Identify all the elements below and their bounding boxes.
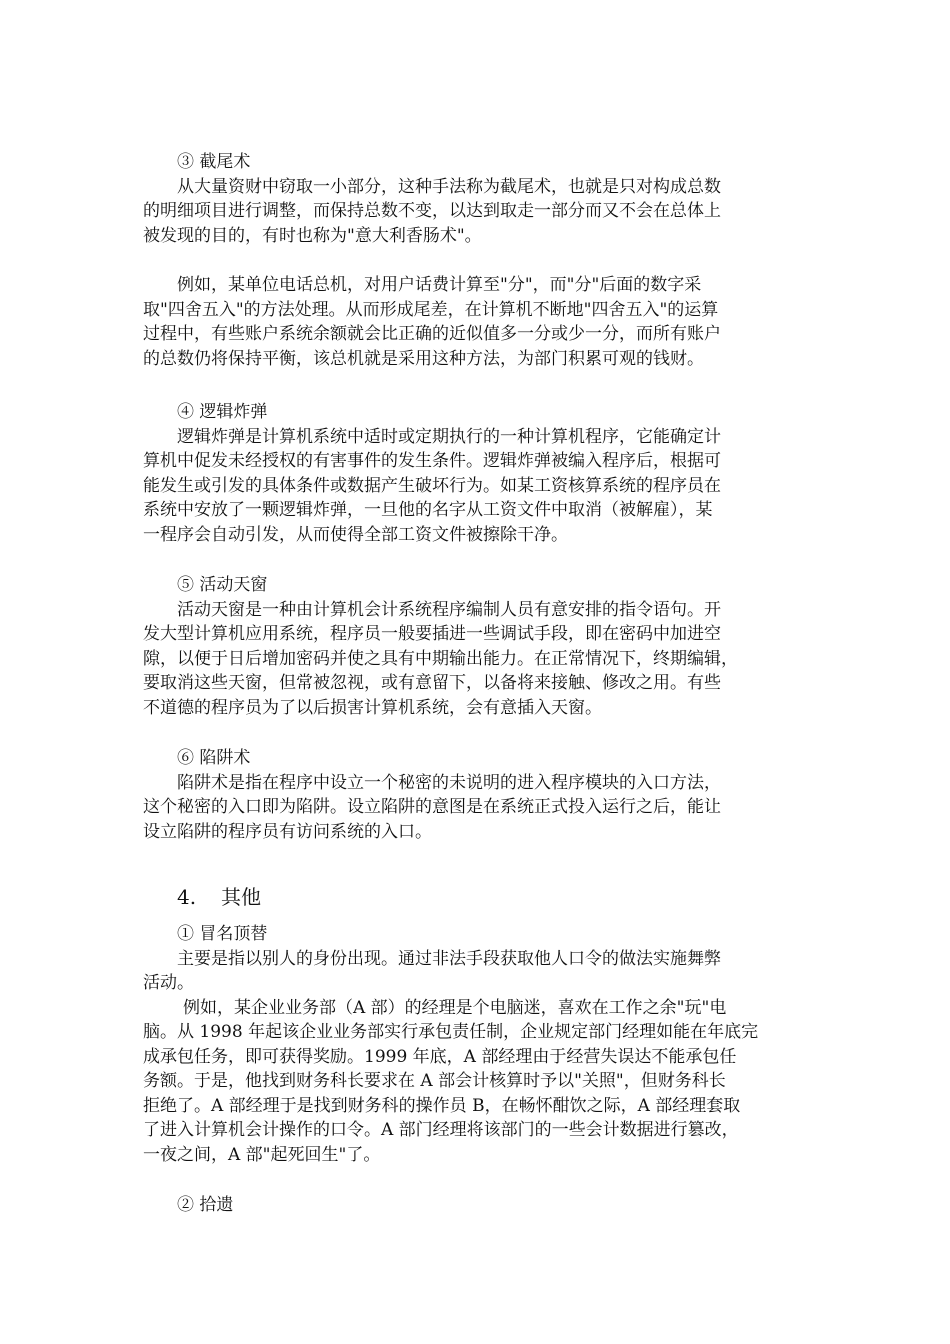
section-truncation xyxy=(143,150,813,248)
section-number: 4. xyxy=(177,885,197,909)
section-logic-bomb xyxy=(143,400,813,547)
subsection-heading: ① 冒名顶替 xyxy=(177,924,268,944)
paragraph-line: 陷阱术是指在程序中设立一个秘密的未说明的进入程序模块的入口方法， xyxy=(177,772,721,793)
paragraph-line: 例如，某单位电话总机，对用户话费计算至"分"，而"分"后面的数字采 xyxy=(177,275,702,295)
paragraph-line: 成承包任务，即可获得奖励。1999 年底，A 部经理由于经营失误达不能承包任 xyxy=(143,1046,737,1067)
paragraph-line: 算机中促发未经授权的有害事件的发生条件。逻辑炸弹被编入程序后，根据可 xyxy=(143,451,721,471)
paragraph-line: 的总数仍将保持平衡，该总机就是采用这种方法，为部门积累可观的钱财。 xyxy=(143,348,704,369)
paragraph-line: 脑。从 1998 年起该企业业务部实行承包责任制，企业规定部门经理如能在年底完 xyxy=(143,1022,759,1042)
paragraph-line: 要取消这些天窗，但常被忽视，或有意留下，以备将来接触、修改之用。有些 xyxy=(143,673,721,693)
subsection-heading: ⑥ 陷阱术 xyxy=(177,748,251,768)
paragraph-line: 活动。 xyxy=(143,973,194,993)
paragraph-line: 一程序会自动引发，从而使得全部工资文件被擦除干净。 xyxy=(143,524,568,545)
subsection-heading: ② 拾遗 xyxy=(177,1195,234,1215)
paragraph-line: 不道德的程序员为了以后损害计算机系统，会有意插入天窗。 xyxy=(143,697,602,718)
section-title: 其他 xyxy=(221,885,261,909)
paragraph-line: 拒绝了。A 部经理于是找到财务科的操作员 B，在畅怀酣饮之际，A 部经理套取 xyxy=(143,1095,741,1116)
paragraph-line: 一夜之间，A 部"起死回生"了。 xyxy=(143,1144,381,1165)
subsection-heading: ⑤ 活动天窗 xyxy=(177,575,268,595)
paragraph-line: 主要是指以别人的身份出现。通过非法手段获取他人口令的做法实施舞弊 xyxy=(177,948,721,969)
paragraph-line: 能发生或引发的具体条件或数据产生破坏行为。如某工资核算系统的程序员在 xyxy=(143,475,721,496)
section-trap-door xyxy=(143,573,813,720)
paragraph-line: 逻辑炸弹是计算机系统中适时或定期执行的一种计算机程序，它能确定计 xyxy=(177,426,721,447)
section-trap xyxy=(143,746,813,844)
paragraph-line: 的明细项目进行调整，而保持总数不变，以达到取走一部分而又不会在总体上 xyxy=(143,201,721,221)
section-heading xyxy=(177,884,261,910)
subsection-heading: ③ 截尾术 xyxy=(177,152,251,172)
section-scavenging xyxy=(143,1193,813,1218)
section-truncation-example xyxy=(143,273,813,371)
section-impersonation xyxy=(143,922,813,1167)
paragraph-line: 设立陷阱的程序员有访问系统的入口。 xyxy=(143,821,432,842)
paragraph-line: 被发现的目的，有时也称为"意大利香肠术"。 xyxy=(143,225,482,246)
paragraph-line: 取"四舍五入"的方法处理。从而形成尾差，在计算机不断地"四舍五入"的运算 xyxy=(143,299,719,320)
paragraph-line: 发大型计算机应用系统，程序员一般要插进一些调试手段，即在密码中加进空 xyxy=(143,624,721,644)
paragraph-line: 这个秘密的入口即为陷阱。设立陷阱的意图是在系统正式投入运行之后，能让 xyxy=(143,797,721,817)
subsection-heading: ④ 逻辑炸弹 xyxy=(177,402,268,422)
paragraph-line: 了进入计算机会计操作的口令。A 部门经理将该部门的一些会计数据进行篡改， xyxy=(143,1120,739,1140)
paragraph-line: 隙，以便于日后增加密码并使之具有中期输出能力。在正常情况下，终期编辑， xyxy=(143,648,738,669)
paragraph-line: 例如，某企业业务部（A 部）的经理是个电脑迷，喜欢在工作之余"玩"电 xyxy=(183,997,727,1018)
paragraph-line: 系统中安放了一颗逻辑炸弹，一旦他的名字从工资文件中取消（被解雇），某 xyxy=(143,500,713,520)
paragraph-line: 务额。于是，他找到财务科长要求在 A 部会计核算时予以"关照"，但财务科长 xyxy=(143,1071,726,1091)
paragraph-line: 过程中，有些账户系统余额就会比正确的近似值多一分或少一分，而所有账户 xyxy=(143,324,721,344)
paragraph-line: 从大量资财中窃取一小部分，这种手法称为截尾术，也就是只对构成总数 xyxy=(177,176,721,197)
paragraph-line: 活动天窗是一种由计算机会计系统程序编制人员有意安排的指令语句。开 xyxy=(177,599,721,620)
